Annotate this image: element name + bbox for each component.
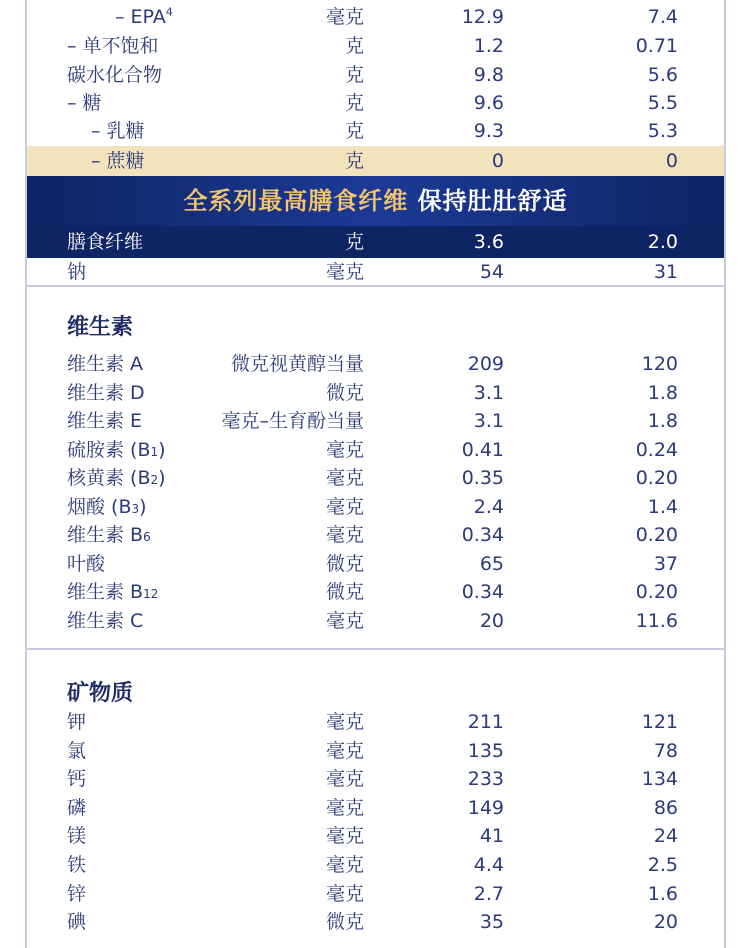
row-value-1: 0.41 [461, 439, 504, 461]
subscript: 6 [143, 530, 151, 544]
row-name: 核黄素 (B2) [67, 467, 166, 489]
row-name: 铁 [67, 854, 87, 876]
row-value-1: 0.35 [461, 467, 504, 489]
table-row [27, 407, 724, 435]
row-value-1: 233 [467, 768, 504, 790]
row-value-2: 0 [665, 150, 678, 172]
table-row [27, 89, 724, 117]
row-name: 钙 [67, 768, 87, 790]
row-value-1: 0.34 [461, 524, 504, 546]
row-name: 碘 [67, 911, 87, 933]
row-value-1: 12.9 [461, 6, 504, 28]
subscript: 3 [131, 502, 140, 516]
row-name: 维生素 B12 [67, 581, 159, 603]
row-value-1: 9.3 [473, 120, 504, 142]
row-name: 镁 [67, 825, 87, 847]
row-name: 膳食纤维 [67, 231, 144, 253]
row-unit: 克 [344, 64, 364, 86]
row-value-2: 78 [653, 740, 678, 762]
row-value-1: 2.7 [473, 883, 504, 905]
row-value-1: 41 [479, 825, 504, 847]
row-unit: 克 [344, 120, 364, 142]
row-unit: 毫克–生育酚当量 [221, 410, 364, 432]
row-unit: 毫克 [325, 467, 364, 489]
row-value-1: 35 [479, 911, 504, 933]
row-name: – 单不饱和 [67, 35, 159, 57]
row-value-2: 0.20 [635, 581, 678, 603]
row-name: – 蔗糖 [91, 150, 145, 172]
row-value-2: 120 [641, 353, 678, 375]
table-row [27, 765, 724, 793]
row-name: 维生素 A [67, 353, 144, 375]
row-name: 维生素 B6 [67, 524, 151, 546]
row-value-2: 11.6 [635, 610, 678, 632]
row-name: 锌 [67, 883, 87, 905]
row-value-1: 149 [467, 797, 504, 819]
row-value-2: 1.4 [647, 496, 678, 518]
row-unit: 毫克 [325, 439, 364, 461]
row-unit: 毫克 [325, 711, 364, 733]
row-value-2: 86 [653, 797, 678, 819]
row-unit: 毫克 [325, 524, 364, 546]
table-row [27, 880, 724, 908]
row-value-2: 121 [641, 711, 678, 733]
row-name: 磷 [67, 797, 87, 819]
row-unit: 毫克 [325, 261, 364, 283]
row-value-1: 9.8 [473, 64, 504, 86]
table-row [27, 794, 724, 822]
row-value-2: 2.5 [647, 854, 678, 876]
row-unit: 微克 [325, 382, 364, 404]
row-name: – 糖 [67, 92, 102, 114]
table-row [27, 851, 724, 879]
row-unit: 微克视黄醇当量 [230, 353, 364, 375]
section-divider [27, 648, 724, 650]
row-value-1: 0 [491, 150, 504, 172]
row-value-1: 209 [467, 353, 504, 375]
table-row [27, 550, 724, 578]
row-value-2: 7.4 [647, 6, 678, 28]
row-value-2: 20 [653, 911, 678, 933]
row-value-2: 37 [653, 553, 678, 575]
row-name: 维生素 D [67, 382, 145, 404]
row-value-1: 54 [479, 261, 504, 283]
row-value-2: 31 [653, 261, 678, 283]
row-name: 碳水化合物 [67, 64, 163, 86]
row-value-2: 1.8 [647, 410, 678, 432]
row-value-1: 4.4 [473, 854, 504, 876]
row-unit: 克 [344, 231, 364, 253]
row-value-1: 3.6 [473, 231, 504, 253]
row-value-2: 0.20 [635, 524, 678, 546]
row-name: 维生素 E [67, 410, 143, 432]
row-value-2: 134 [641, 768, 678, 790]
row-name: 氯 [67, 740, 87, 762]
row-unit: 毫克 [325, 854, 364, 876]
row-value-2: 0.71 [635, 35, 678, 57]
row-value-1: 3.1 [473, 410, 504, 432]
row-value-1: 65 [479, 553, 504, 575]
row-unit: 微克 [325, 911, 364, 933]
table-row [27, 61, 724, 89]
row-value-2: 5.3 [647, 120, 678, 142]
row-unit: 毫克 [325, 825, 364, 847]
banner-gold-text: 全系列最高膳食纤维 [183, 187, 409, 215]
section-divider [27, 285, 724, 287]
row-value-1: 2.4 [473, 496, 504, 518]
table-right-border [724, 0, 726, 948]
table-row [27, 436, 724, 464]
row-name: 钾 [67, 711, 87, 733]
row-value-1: 0.34 [461, 581, 504, 603]
banner-text [27, 176, 724, 226]
row-unit: 毫克 [325, 6, 364, 28]
table-row-fiber [27, 226, 724, 258]
row-unit: 毫克 [325, 740, 364, 762]
row-unit: 微克 [325, 581, 364, 603]
row-name: 维生素 C [67, 610, 144, 632]
row-value-2: 1.6 [647, 883, 678, 905]
row-name: 叶酸 [67, 553, 106, 575]
row-unit: 克 [344, 150, 364, 172]
row-unit: 微克 [325, 553, 364, 575]
row-unit: 毫克 [325, 883, 364, 905]
table-row [27, 3, 724, 31]
footnote-marker: 4 [165, 5, 173, 19]
table-row [27, 908, 724, 936]
row-name: 钠 [67, 261, 87, 283]
row-unit: 毫克 [325, 496, 364, 518]
table-row [27, 607, 724, 635]
row-name: – EPA$^4$ [115, 5, 173, 28]
row-value-1: 135 [467, 740, 504, 762]
subscript: 12 [143, 587, 159, 601]
row-value-2: 24 [653, 825, 678, 847]
table-row [27, 822, 724, 850]
table-row [27, 32, 724, 60]
table-row [27, 578, 724, 606]
minerals-section-title: 矿物质 [67, 681, 134, 706]
subscript: 1 [150, 445, 159, 459]
table-row [27, 737, 724, 765]
table-row [27, 117, 724, 145]
table-row [27, 493, 724, 521]
row-unit: 毫克 [325, 610, 364, 632]
table-row [27, 708, 724, 736]
table-row-highlighted [27, 146, 724, 176]
promo-banner [27, 176, 724, 226]
row-unit: 克 [344, 35, 364, 57]
row-unit: 克 [344, 92, 364, 114]
subscript: 2 [150, 473, 159, 487]
row-value-2: 0.20 [635, 467, 678, 489]
row-name: 烟酸 (B3) [67, 496, 147, 518]
row-value-1: 211 [467, 711, 504, 733]
row-unit: 毫克 [325, 768, 364, 790]
row-value-1: 20 [479, 610, 504, 632]
table-row [27, 350, 724, 378]
vitamins-section-title: 维生素 [67, 315, 134, 340]
table-row [27, 379, 724, 407]
row-value-1: 1.2 [473, 35, 504, 57]
row-value-2: 2.0 [647, 231, 678, 253]
table-row [27, 258, 724, 286]
row-unit: 毫克 [325, 797, 364, 819]
banner-white-text: 保持肚肚舒适 [417, 187, 568, 215]
row-value-2: 0.24 [635, 439, 678, 461]
row-value-1: 3.1 [473, 382, 504, 404]
row-value-1: 9.6 [473, 92, 504, 114]
row-value-2: 5.5 [647, 92, 678, 114]
row-name: – 乳糖 [91, 120, 145, 142]
row-value-2: 5.6 [647, 64, 678, 86]
row-name: 硫胺素 (B1) [67, 439, 166, 461]
table-row [27, 464, 724, 492]
row-value-2: 1.8 [647, 382, 678, 404]
table-row [27, 521, 724, 549]
